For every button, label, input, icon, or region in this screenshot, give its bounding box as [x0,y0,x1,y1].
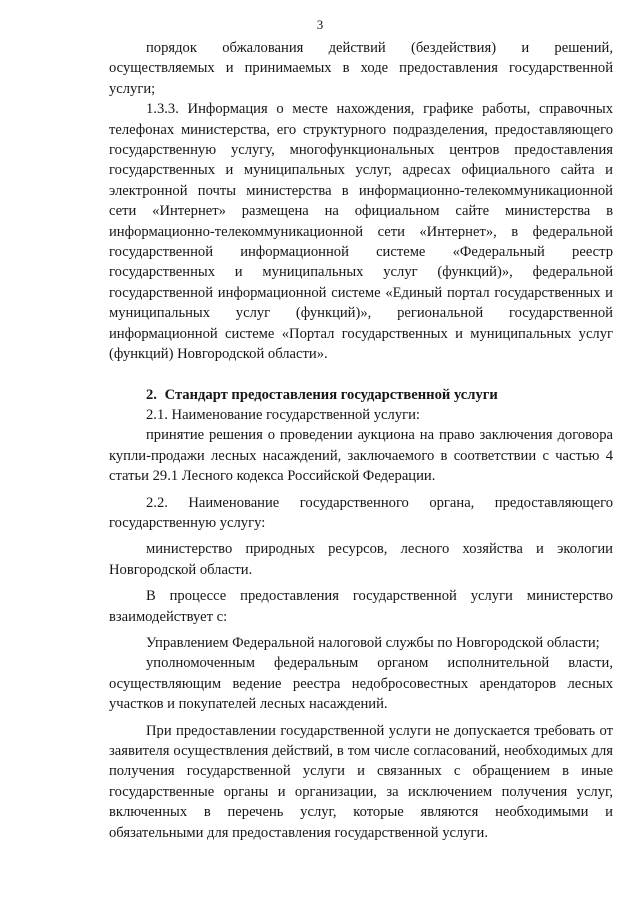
paragraph-interaction-intro: В процессе предоставления государственной услуги министерство взаимодействует с: [109,588,613,625]
paragraph-ministry-name: министерство природных ресурсов, лесного хозяйства и экологии Новгородской области. [109,541,613,578]
page-number: 3 [316,17,324,32]
paragraph-tax-service: Управлением Федеральной налоговой службы по Новгородской области; [146,634,600,651]
section-number: 2. [146,386,157,403]
paragraph-2-2-authority-name: 2.2. Наименование государственного органа, предоставляющего государственную услугу: [109,494,613,531]
paragraph-appeal-procedure: порядок обжалования действий (бездействия) и решений, осуществляемых и принимаемых в ходе предоставления государственной услуги; [109,40,613,97]
paragraph-federal-authority: уполномоченным федеральным органом исполнительной власти, осуществляющим ведение реестра недобросовестных арендаторов лесных участков и покупателей лесных насаждений. [109,655,613,713]
paragraph-1-3-3-information: 1.3.3. Информация о месте нахождения, графике работы, справочных телефонах министерства, его структурного подразделения, предоставляющего государственную услугу, многофункциональных центров предоставления государственных и муниципальных услуг, адресах официального сайта и электронной почты министерства в информационно-телекоммуникационной сети «Интернет» размещена на официальном сайте министерства в информационно-телекоммуникационной сети «Интернет», в федеральной государственной информационной системе «Федеральный реестр государственных и муниципальных услуг (функций)», федеральной государственной информационной системе «Единый портал государственных и муниципальных услуг (функций)», региональной государственной информационной системе «Портал государственных и муниципальных услуг (функций) Новгородской области». [109,101,613,363]
section-title: Стандарт предоставления государственной услуги [164,386,498,403]
paragraph-applicant-requirements: При предоставлении государственной услуги не допускается требовать от заявителя осуществления действий, в том числе согласований, необходимых для получения государственной услуги и связанных с обращением в иные государственные органы и организации, за исключением получения услуг, включенных в перечень услуг, которые являются необходимыми и обязательными для предоставления государственной услуги. [109,722,613,841]
section-heading [109,385,613,405]
paragraph-2-1-service-name: 2.1. Наименование государственной услуги: [146,406,420,423]
document-body [109,38,613,843]
paragraph-service-description: принятие решения о проведении аукциона на право заключения договора купли-продажи лесных насаждений, заключаемого в соответствии с частью 4 статьи 29.1 Лесного кодекса Российской Федерации. [109,427,613,485]
